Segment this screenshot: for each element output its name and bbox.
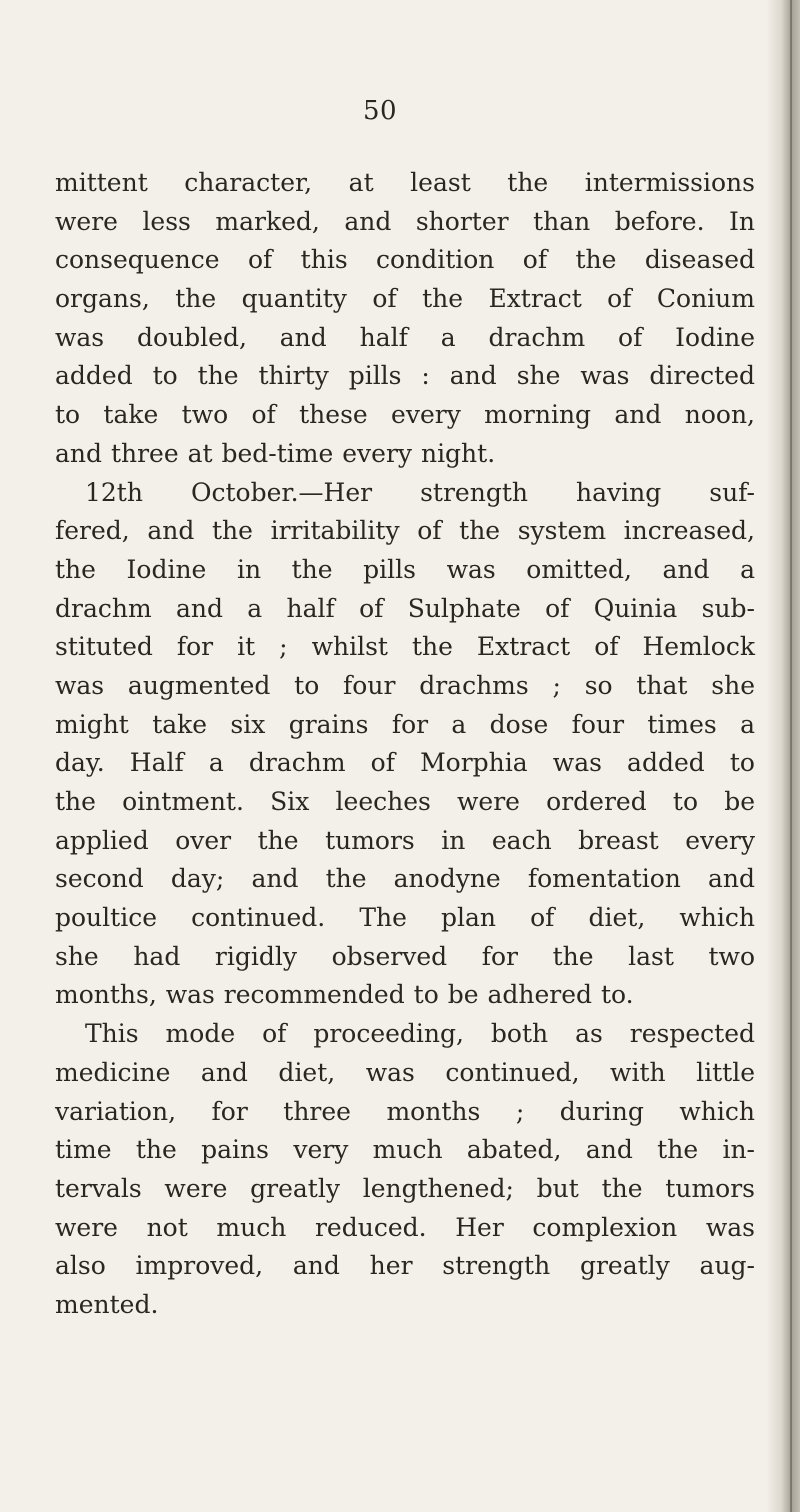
text-line: was doubled, and half a drachm of Iodine [55, 322, 755, 352]
text-line: the ointment. Six leeches were ordered to be [55, 787, 755, 816]
text-line: day. Half a drachm of Morphia was added to [55, 748, 755, 778]
text-line: consequence of this condition of the diseased [55, 245, 755, 275]
text-line: medicine and diet, was continued, with little [55, 1057, 755, 1087]
text-line: second day; and the anodyne fomentation and [55, 864, 755, 894]
text-line: time the pains very much abated, and the in- [55, 1135, 755, 1165]
text-line: tervals were greatly lengthened; but the tumors [55, 1173, 755, 1203]
text-line: applied over the tumors in each breast every [55, 825, 755, 855]
text-line: the Iodine in the pills was omitted, and a [55, 554, 755, 584]
text-line: added to the thirty pills : and she was directed [55, 361, 755, 391]
text-line: organs, the quantity of the Extract of Conium [55, 284, 755, 314]
text-line: and three at bed-time every night. [55, 438, 496, 468]
text-line: fered, and the irritability of the system increased, [55, 516, 755, 546]
text-line: she had rigidly observed for the last two [55, 941, 755, 971]
text-line: poultice continued. The plan of diet, which [55, 903, 755, 933]
text-line: drachm and a half of Sulphate of Quinia sub- [55, 593, 755, 623]
body-text [55, 164, 755, 1325]
page-number: 50 [362, 96, 398, 126]
text-line: were less marked, and shorter than before. In [55, 206, 755, 236]
paragraph-start-line: 12th October.—Her strength having suf- [85, 477, 755, 507]
text-line: was augmented to four drachms ; so that she [55, 670, 755, 700]
text-line: mented. [55, 1289, 159, 1319]
text-line: also improved, and her strength greatly aug- [55, 1251, 755, 1281]
text-line: mittent character, at least the intermissions [55, 168, 755, 197]
text-line: were not much reduced. Her complexion was [55, 1212, 755, 1242]
text-line: stituted for it ; whilst the Extract of Hemlock [55, 632, 755, 662]
text-line: might take six grains for a dose four times a [55, 709, 755, 739]
paragraph-start-line: This mode of proceeding, both as respected [85, 1019, 755, 1049]
page-edge-line [790, 0, 792, 1512]
page-edge-shadow [766, 0, 800, 1512]
text-line: variation, for three months ; during which [55, 1096, 755, 1126]
text-line: months, was recommended to be adhered to. [55, 980, 634, 1010]
text-line: to take two of these every morning and noon, [55, 400, 755, 430]
